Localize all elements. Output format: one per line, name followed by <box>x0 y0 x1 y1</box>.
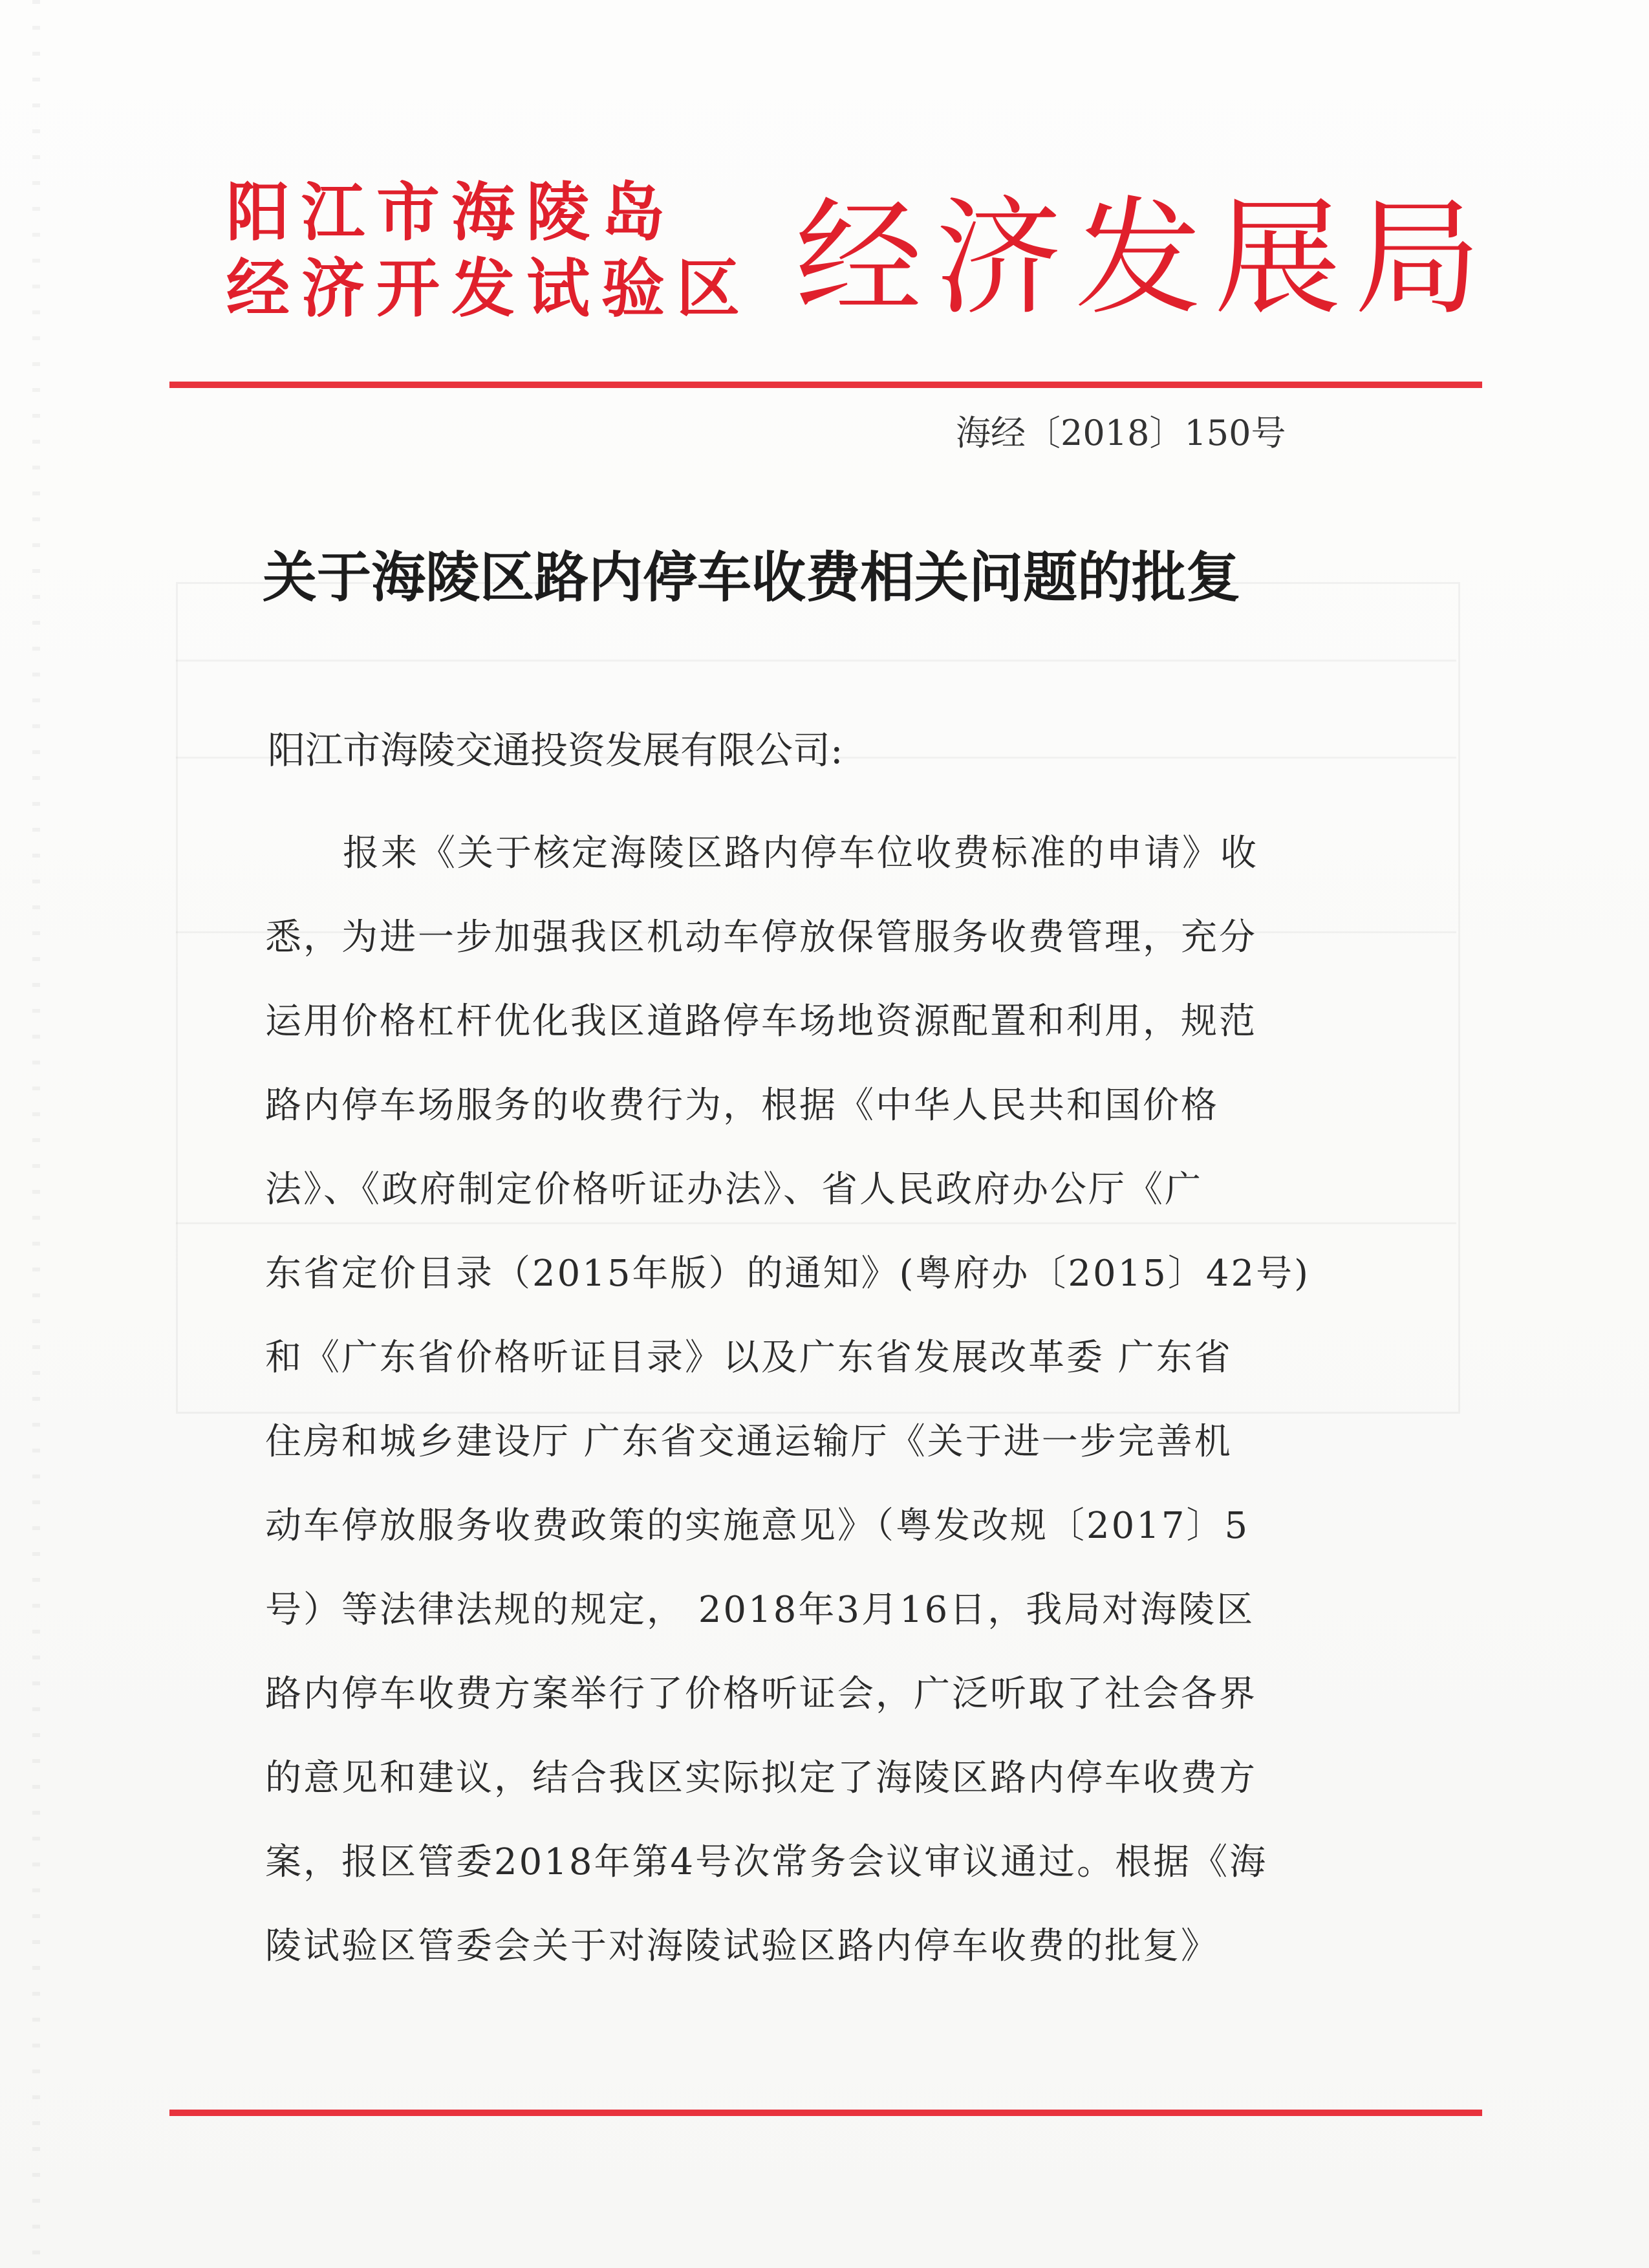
body-line: 悉，为进一步加强我区机动车停放保管服务收费管理，充分 <box>265 916 1257 958</box>
body-line: 运用价格杠杆优化我区道路停车场地资源配置和利用，规范 <box>265 1000 1257 1042</box>
body-line: 路内停车收费方案举行了价格听证会，广泛听取了社会各界 <box>265 1673 1257 1715</box>
body-line: 住房和城乡建设厅 广东省交通运输厅《关于进一步完善机 <box>265 1421 1233 1463</box>
body-text <box>265 812 1377 1989</box>
body-line: 的意见和建议，结合我区实际拟定了海陵区路内停车收费方 <box>265 1757 1257 1799</box>
body-line: 东省定价目录（2015年版）的通知》(粤府办〔2015〕42号) <box>265 1253 1310 1295</box>
letterhead-org-line-1: 阳江市海陵岛 <box>226 176 677 250</box>
letterhead-bureau-name: 经济发展局 <box>795 185 1494 332</box>
body-line: 法》、《政府制定价格听证办法》、省人民政府办公厅《广 <box>265 1169 1203 1211</box>
letterhead-red-rule <box>169 382 1482 388</box>
body-line: 案，报区管委2018年第4号次常务会议审议通过。根据《海 <box>265 1841 1268 1883</box>
body-line: 动车停放服务收费政策的实施意见》（粤发改规〔2017〕5 <box>265 1505 1250 1547</box>
show-through-line <box>176 660 1456 662</box>
body-line: 陵试验区管委会关于对海陵试验区路内停车收费的批复》 <box>265 1925 1219 1967</box>
addressee: 阳江市海陵交通投资发展有限公司: <box>268 728 843 772</box>
body-line: 报来《关于核定海陵区路内停车位收费标准的申请》收 <box>343 832 1258 874</box>
letterhead-organization <box>226 175 751 327</box>
document-number: 海经〔2018〕150号 <box>956 413 1286 453</box>
body-line: 号）等法律法规的规定， 2018年3月16日，我局对海陵区 <box>265 1589 1255 1631</box>
letterhead-org-line-2: 经济开发试验区 <box>226 252 752 326</box>
document-title: 关于海陵区路内停车收费相关问题的批复 <box>263 545 1241 609</box>
footer-red-rule <box>169 2110 1482 2116</box>
body-line: 路内停车场服务的收费行为，根据《中华人民共和国价格 <box>265 1085 1219 1127</box>
body-line: 和《广东省价格听证目录》以及广东省发展改革委 广东省 <box>265 1337 1233 1379</box>
binding-punch-marks <box>32 0 40 2268</box>
